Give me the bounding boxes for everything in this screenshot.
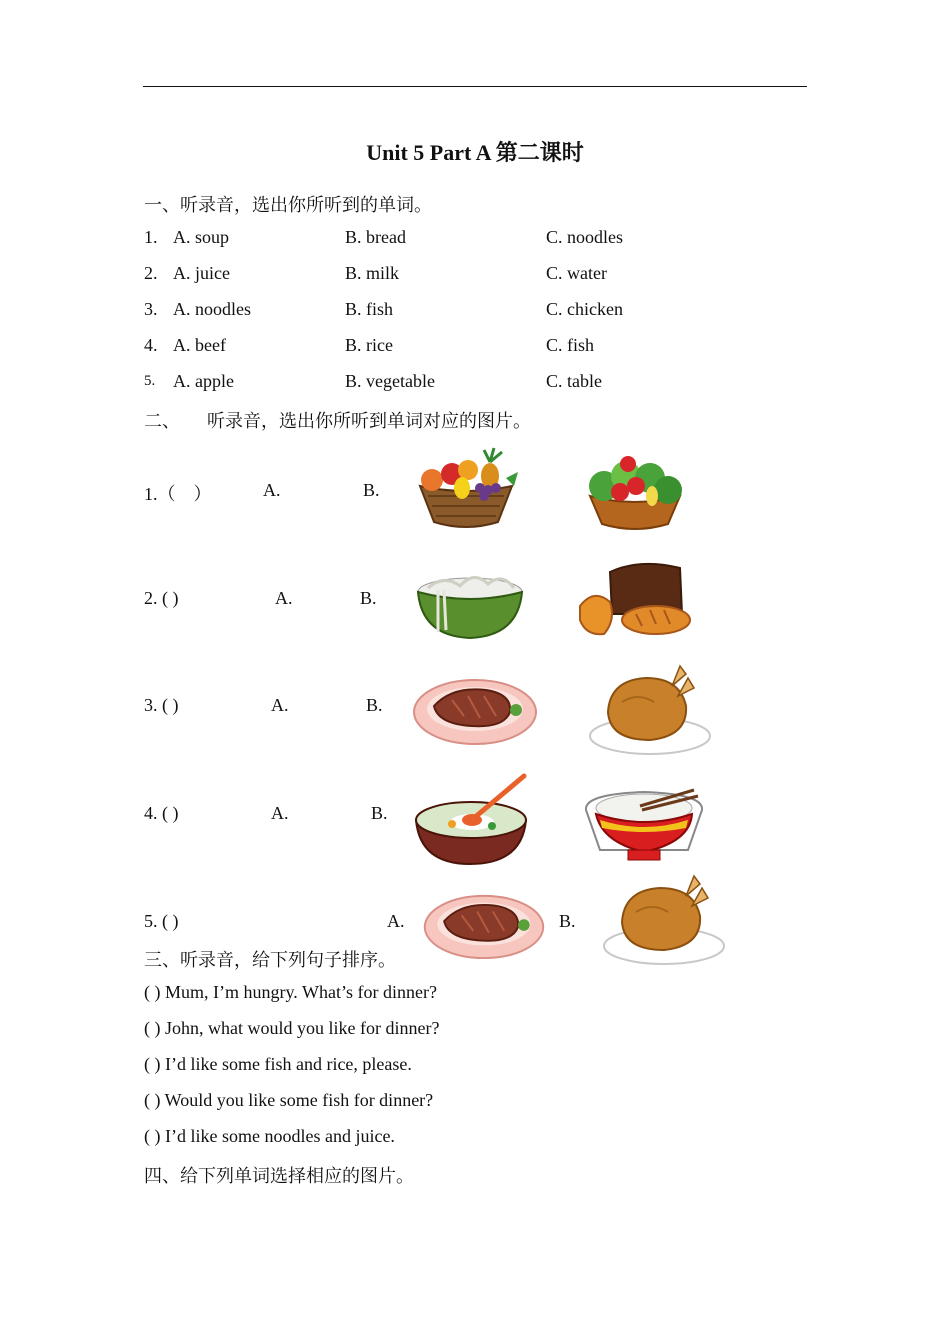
option-b: B. bbox=[559, 911, 576, 931]
item-number: 3. bbox=[144, 299, 158, 319]
option-b: B. fish bbox=[345, 299, 394, 319]
item-number: 1.（ ） bbox=[144, 484, 212, 504]
item-number: 4. ( ) bbox=[144, 803, 179, 823]
beef-plate-icon bbox=[412, 676, 538, 746]
option-c: C. fish bbox=[546, 335, 595, 355]
soup-bowl-icon bbox=[412, 770, 538, 868]
option-a: A. bbox=[275, 588, 293, 608]
item-number: 2. ( ) bbox=[144, 588, 179, 608]
roast-chicken-icon bbox=[588, 662, 712, 756]
rice-bowl-icon bbox=[580, 780, 708, 870]
item-number: 4. bbox=[144, 335, 158, 355]
option-c: C. noodles bbox=[546, 227, 624, 247]
sentence-item: ( ) Would you like some fish for dinner? bbox=[144, 1090, 434, 1110]
sentence-item: ( ) I’d like some noodles and juice. bbox=[144, 1126, 395, 1146]
header-rule bbox=[143, 86, 807, 87]
option-a: A. juice bbox=[173, 263, 230, 283]
option-c: C. chicken bbox=[546, 299, 623, 319]
option-a: A. soup bbox=[173, 227, 230, 247]
option-b: B. milk bbox=[345, 263, 400, 283]
page-title: Unit 5 Part A 第二课时 bbox=[366, 140, 584, 165]
item-number: 5. ( ) bbox=[144, 911, 179, 931]
option-b: B. bbox=[366, 695, 383, 715]
option-b: B. bread bbox=[345, 227, 406, 247]
section1-heading: 一、听录音，选出你所听到的单词。 bbox=[144, 195, 432, 215]
section4-heading: 四、给下列单词选择相应的图片。 bbox=[144, 1166, 414, 1186]
option-b: B. vegetable bbox=[345, 371, 435, 391]
option-c: C. water bbox=[546, 263, 607, 283]
item-number: 5. bbox=[144, 373, 156, 389]
roast-chicken-icon bbox=[602, 872, 726, 966]
option-b: B. bbox=[363, 480, 380, 500]
sentence-item: ( ) Mum, I’m hungry. What’s for dinner? bbox=[144, 982, 437, 1002]
option-a: A. beef bbox=[173, 335, 226, 355]
noodles-bowl-icon bbox=[414, 560, 526, 642]
item-number: 3. ( ) bbox=[144, 695, 179, 715]
option-c: C. table bbox=[546, 371, 602, 391]
option-a: A. bbox=[271, 803, 289, 823]
vegetable-salad-icon bbox=[584, 450, 686, 532]
option-a: A. bbox=[271, 695, 289, 715]
bread-icon bbox=[576, 558, 692, 640]
option-a: A. apple bbox=[173, 371, 234, 391]
option-b: B. bbox=[371, 803, 388, 823]
item-number: 1. bbox=[144, 227, 158, 247]
option-a: A. bbox=[263, 480, 281, 500]
beef-plate-icon bbox=[422, 892, 546, 960]
sentence-item: ( ) I’d like some fish and rice, please. bbox=[144, 1054, 412, 1074]
sentence-item: ( ) John, what would you like for dinner? bbox=[144, 1018, 440, 1038]
option-a: A. noodles bbox=[173, 299, 251, 319]
section3-heading: 三、听录音，给下列句子排序。 bbox=[144, 950, 396, 970]
item-number: 2. bbox=[144, 263, 158, 283]
option-b: B. rice bbox=[345, 335, 393, 355]
option-b: B. bbox=[360, 588, 377, 608]
fruit-basket-icon bbox=[410, 448, 522, 532]
option-a: A. bbox=[387, 911, 405, 931]
section2-heading: 二、 听录音，选出你所听到单词对应的图片。 bbox=[144, 411, 531, 431]
